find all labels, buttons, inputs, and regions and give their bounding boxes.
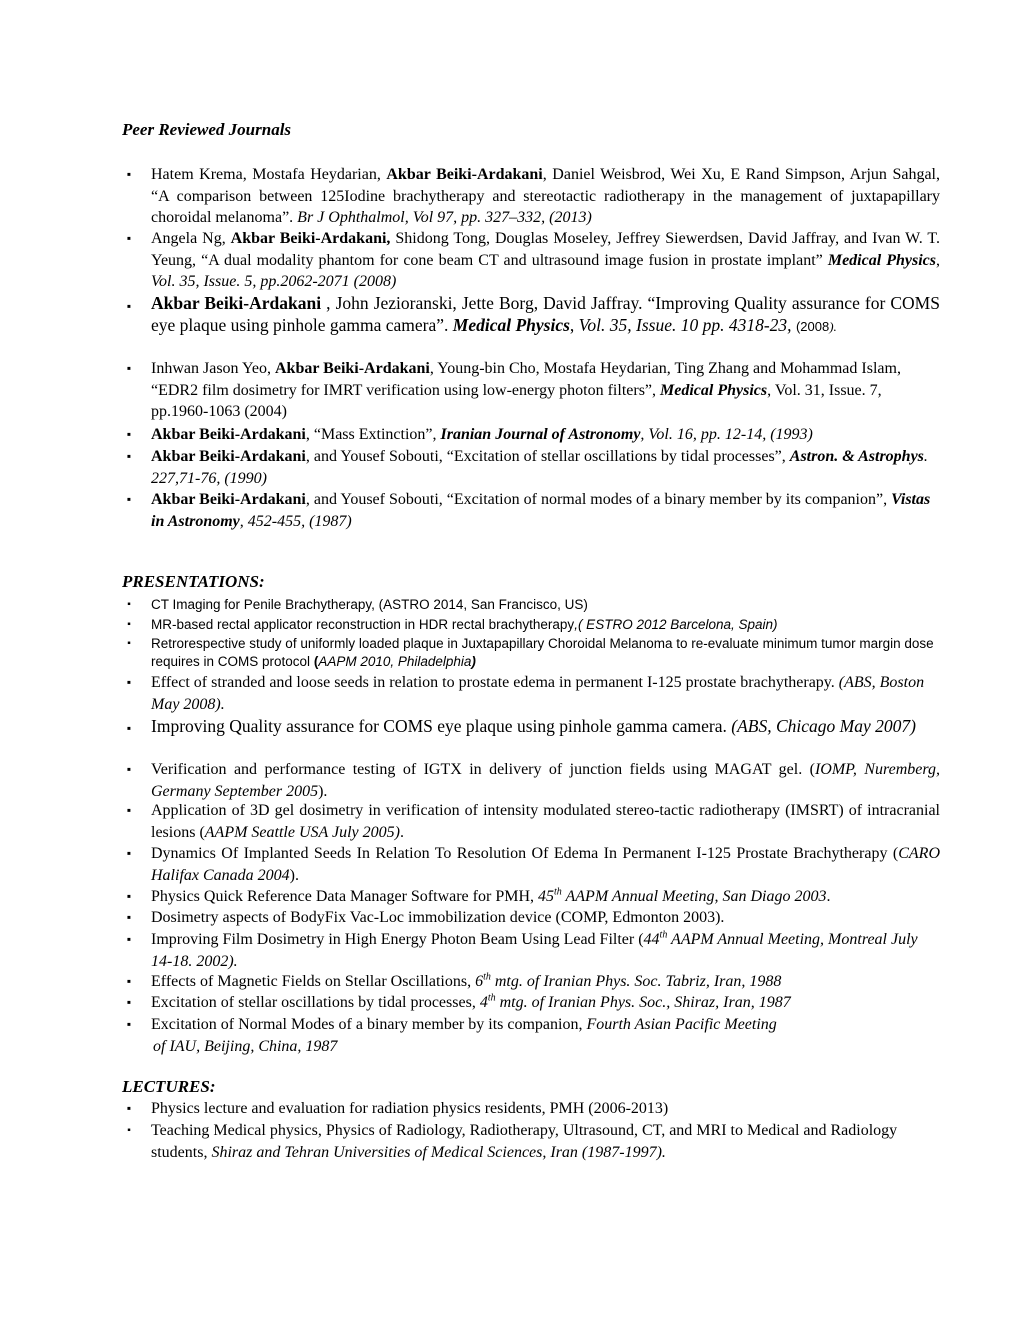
journal-name: Medical Physics xyxy=(660,381,768,399)
author-highlight: Akbar Beiki-Ardakani, xyxy=(230,230,391,247)
bullet-icon: ▪ xyxy=(126,427,132,441)
journal-reference: , Vol. 31, Issue. 7, pp.1960-1063 (2004) xyxy=(151,381,882,420)
journal-item xyxy=(122,424,940,446)
ordinal-suffix: th xyxy=(483,971,491,983)
author-highlight: Akbar Beiki-Ardakani xyxy=(275,360,430,377)
citation-text: , and Yousef Sobouti, “Excitation of stellar oscillations by tidal processes”, xyxy=(305,448,790,465)
bullet-icon: ▪ xyxy=(127,638,131,649)
presentation-text: Retrorespective study of uniformly loaded plaque in Juxtapapillary Choroidal Melanoma to re-evaluate minimum tumor margin dose requires in COMS protocol xyxy=(151,636,934,669)
author-highlight: Akbar Beiki-Ardakani xyxy=(386,166,543,183)
section-heading-journals: Peer Reviewed Journals xyxy=(122,120,292,139)
lecture-text: Teaching Medical physics, Physics of Radiology, Radiotherapy, Ultrasound, CT, and MRI to Medical and Radiology students, xyxy=(151,1122,898,1161)
bullet-icon: ▪ xyxy=(126,492,132,506)
ordinal-suffix: th xyxy=(659,929,668,941)
presentation-text: Dynamics Of Implanted Seeds In Relation To Resolution Of Edema In Permanent I-125 Prostate Brachytherapy ( xyxy=(151,845,899,862)
presentation-text: CT Imaging for Penile Brachytherapy, (ASTRO 2014, San Francisco, US) xyxy=(151,597,588,612)
bullet-icon: ▪ xyxy=(126,167,132,181)
journal-reference: Vol. 35, Issue. 10 pp. 4318-23, xyxy=(578,315,796,335)
journal-name: Medical Physics xyxy=(452,315,570,335)
citation-text: , Daniel Weisbrod, Wei Xu, E Rand Simpson, Arjun Sahgal, “A comparison between 125Iodine brachytherapy and stereotactic radiotherapy in the management of juxtapapillary choroidal melanoma”. xyxy=(151,166,941,226)
authors: Angela Ng, xyxy=(151,230,231,247)
journal-item xyxy=(122,446,940,489)
journal-name: Medical Physics xyxy=(827,251,937,269)
presentation-item xyxy=(122,672,940,715)
presentation-close: . xyxy=(826,888,831,905)
bullet-icon: ▪ xyxy=(127,599,131,610)
bullet-icon: ▪ xyxy=(126,299,132,313)
presentation-venue: AAPM Seattle USA July 2005) xyxy=(204,823,400,841)
presentation-text: Effects of Magnetic Fields on Stellar Oscillations, xyxy=(151,973,476,990)
bullet-icon: ▪ xyxy=(126,449,132,463)
presentation-venue: (ABS, Chicago May 2007) xyxy=(731,716,916,736)
journal-item xyxy=(122,164,940,229)
presentation-item xyxy=(122,1014,940,1057)
presentation-venue: ,( ESTRO 2012 Barcelona, Spain) xyxy=(574,617,778,632)
bullet-icon: ▪ xyxy=(126,889,132,903)
presentation-item xyxy=(122,929,940,972)
author-highlight: Akbar Beiki-Ardakani xyxy=(151,426,306,443)
presentation-text: Excitation of Normal Modes of a binary member by its companion, xyxy=(151,1016,587,1033)
presentation-item xyxy=(122,843,940,886)
meeting-number: 4 xyxy=(479,994,488,1011)
journal-reference: Vol. 35, Issue. 5, pp.2062-2071 (2008) xyxy=(151,273,397,290)
journal-reference: Br J Ophthalmol, Vol 97, pp. 327–332, (2013) xyxy=(297,209,592,226)
section-heading-lectures: LECTURES: xyxy=(122,1077,216,1096)
bullet-icon: ▪ xyxy=(126,803,132,817)
presentation-venue: AAPM Annual Meeting, San Diago 2003 xyxy=(561,888,827,905)
citation-text: , and Yousef Sobouti, “Excitation of normal modes of a binary member by its companion”, xyxy=(305,491,892,508)
presentation-item xyxy=(122,715,940,737)
presentation-item xyxy=(122,596,940,614)
bullet-icon: ▪ xyxy=(126,846,132,860)
bullet-icon: ▪ xyxy=(126,995,132,1009)
bullet-icon: ▪ xyxy=(126,675,132,689)
authors: Inhwan Jason Yeo, xyxy=(151,360,275,377)
presentation-text: MR-based rectal applicator reconstruction in HDR rectal brachytherapy xyxy=(151,617,575,632)
bullet-icon: ▪ xyxy=(126,974,132,988)
bullet-icon: ▪ xyxy=(126,231,132,245)
presentation-text: Physics Quick Reference Data Manager Software for PMH, xyxy=(151,888,538,905)
presentation-item xyxy=(122,886,940,908)
lecture-item xyxy=(122,1098,940,1120)
journal-item xyxy=(122,489,940,532)
bullet-icon: ▪ xyxy=(126,361,132,375)
presentation-item xyxy=(122,992,940,1014)
presentation-venue: CARO Halifax Canada 2004 xyxy=(151,845,940,884)
separator: , xyxy=(569,315,579,335)
presentation-item xyxy=(122,616,940,634)
presentation-item xyxy=(122,907,940,929)
citation-text: Shidong Tong, Douglas Moseley, Jeffrey Siewerdsen, David Jaffray, and Ivan W. T. Yeung, “A dual modality phantom for cone beam CT and ultrasound image fusion in prostate implant” xyxy=(151,230,941,269)
presentation-text: Effect of stranded and loose seeds in relation to prostate edema in permanent I-125 prostate brachytherapy. xyxy=(151,674,839,691)
separator: , xyxy=(936,251,941,269)
citation-text: , Young-bin Cho, Mostafa Heydarian, Ting Zhang and Mohammad Islam, “EDR2 film dosimetry for IMRT verification using low-energy photon filters”, xyxy=(151,360,901,399)
citation-text: , “Mass Extinction”, xyxy=(305,426,441,443)
meeting-number: 6 xyxy=(475,973,484,990)
bullet-icon: ▪ xyxy=(126,1101,132,1115)
presentation-item xyxy=(122,800,940,843)
lecture-text: Physics lecture and evaluation for radiation physics residents, PMH (2006-2013) xyxy=(151,1100,669,1117)
meeting-number: 45 xyxy=(538,888,554,905)
bullet-icon: ▪ xyxy=(126,910,132,924)
section-heading-presentations: PRESENTATIONS: xyxy=(122,572,265,591)
presentation-text: Verification and performance testing of IGTX in delivery of junction fields using MAGAT gel. ( xyxy=(151,761,815,778)
ordinal-suffix: th xyxy=(487,992,496,1004)
author-highlight: Akbar Beiki-Ardakani xyxy=(151,491,306,508)
bullet-icon: ▪ xyxy=(126,932,132,946)
bullet-icon: ▪ xyxy=(127,1125,131,1136)
meeting-number: 44 xyxy=(643,931,660,948)
presentation-venue: Fourth Asian Pacific Meeting xyxy=(586,1016,777,1033)
presentation-venue: mtg. of Iranian Phys. Soc., Shiraz, Iran, 1987 xyxy=(495,994,791,1011)
presentation-text: Improving Quality assurance for COMS eye plaque using pinhole gamma camera. xyxy=(151,716,732,736)
citation-text: , John Jezioranski, Jette Borg, David Jaffray. “Improving Quality assurance for COMS eye plaque using pinhole gamma camera”. xyxy=(151,293,940,335)
presentation-venue: IOMP, Nuremberg, Germany September 2005 xyxy=(151,761,940,800)
journal-reference: , Vol. 16, pp. 12-14, (1993) xyxy=(640,426,813,443)
presentation-venue: (ABS, Boston May 2008). xyxy=(151,674,925,713)
presentation-text: Improving Film Dosimetry in High Energy Photon Beam Using Lead Filter ( xyxy=(151,931,644,948)
journal-item xyxy=(122,358,940,423)
journal-name: Vistas in Astronomy xyxy=(151,491,931,530)
presentation-text: Dosimetry aspects of BodyFix Vac-Loc immobilization device (COMP, Edmonton 2003). xyxy=(151,909,725,926)
ordinal-suffix: th xyxy=(554,886,562,898)
lecture-venue: Shiraz and Tehran Universities of Medical Sciences, Iran (1987-1997). xyxy=(211,1143,666,1161)
journal-reference: , 452-455, (1987) xyxy=(239,512,352,530)
presentation-close: ). xyxy=(318,782,328,800)
presentation-text: Application of 3D gel dosimetry in verification of intensity modulated stereo-tactic radiotherapy (IMSRT) of intracranial lesions ( xyxy=(151,802,940,841)
bullet-icon: ▪ xyxy=(127,619,131,630)
paren-close: ) xyxy=(471,654,476,669)
paren-open: ( xyxy=(313,654,319,669)
lecture-item xyxy=(122,1120,940,1163)
author-highlight: Akbar Beiki-Ardakani xyxy=(151,293,322,313)
presentation-close: . xyxy=(399,823,404,841)
bullet-icon: ▪ xyxy=(126,762,132,776)
author-highlight: Akbar Beiki-Ardakani xyxy=(151,448,306,465)
presentation-close: ). xyxy=(289,866,299,884)
presentation-text: Excitation of stellar oscillations by tidal processes, xyxy=(151,994,480,1011)
journal-item xyxy=(122,292,940,338)
presentation-item xyxy=(122,635,940,671)
bullet-icon: ▪ xyxy=(126,721,132,735)
presentation-venue: AAPM 2010, Philadelphia xyxy=(318,654,472,669)
year: (2008 xyxy=(795,319,830,334)
authors: Hatem Krema, Mostafa Heydarian, xyxy=(151,166,387,183)
presentation-item xyxy=(122,759,940,802)
presentation-venue: mtg. of Iranian Phys. Soc. Tabriz, Iran, 1988 xyxy=(490,973,782,990)
journal-name: Iranian Journal of Astronomy xyxy=(440,426,641,443)
presentation-venue: AAPM Annual Meeting, Montreal July 14-18. 2002). xyxy=(151,931,918,970)
bullet-icon: ▪ xyxy=(126,1017,132,1031)
journal-item xyxy=(122,228,940,293)
journal-reference: . 227,71-76, (1990) xyxy=(151,448,928,487)
year-close: ). xyxy=(829,319,837,334)
presentation-item xyxy=(122,971,940,993)
presentation-venue-cont: of IAU, Beijing, China, 1987 xyxy=(153,1037,338,1055)
journal-name: Astron. & Astrophys xyxy=(789,448,924,465)
